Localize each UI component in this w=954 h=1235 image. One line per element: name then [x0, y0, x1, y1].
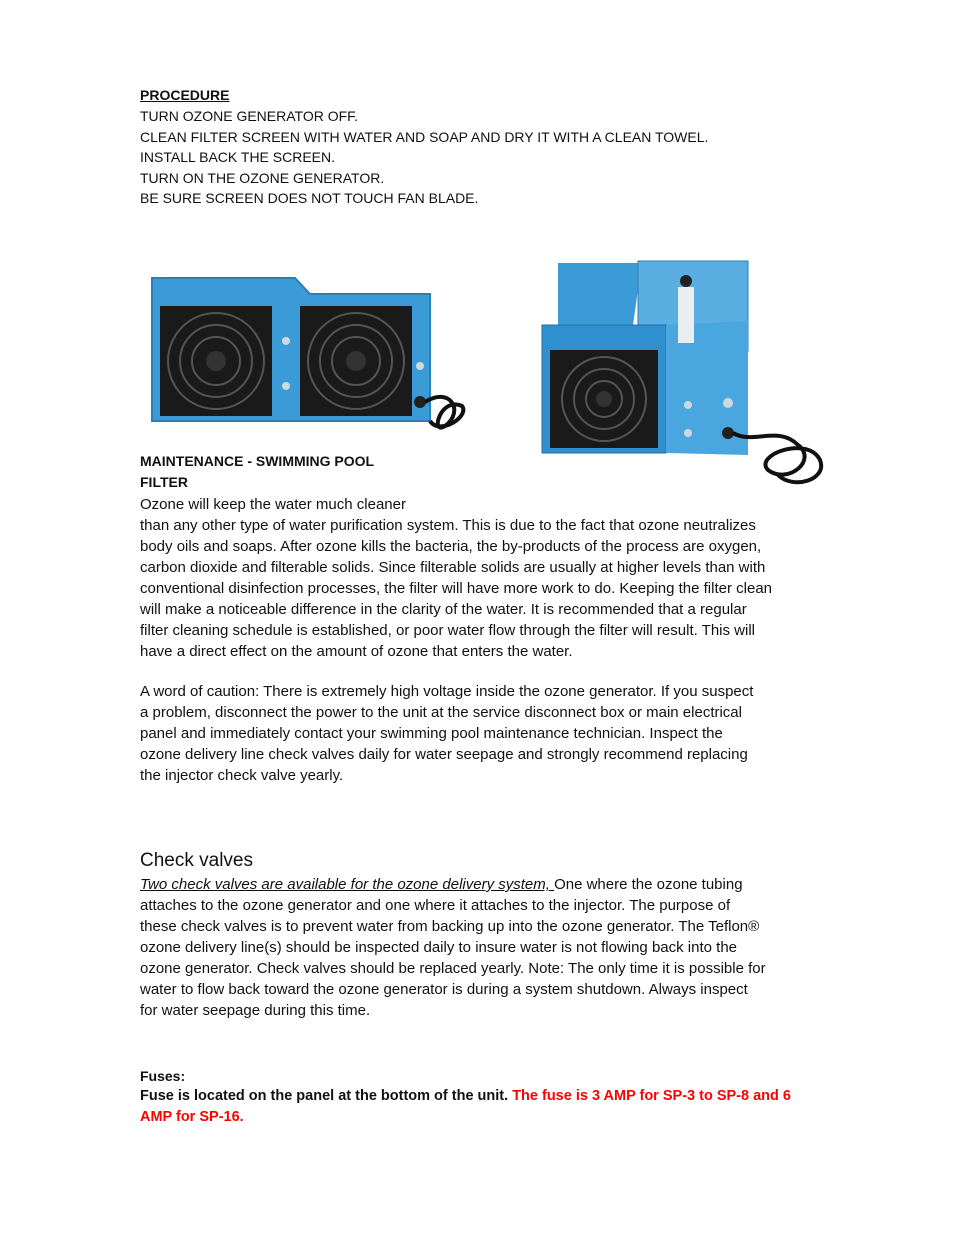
text-line: A word of caution: There is extremely high voltage inside the ozone generator. If you suspect	[140, 683, 754, 700]
check-valves-heading: Check valves	[140, 850, 253, 871]
text-line: ozone generator. Check valves should be replaced yearly. Note: The only time it is possible for	[140, 960, 766, 977]
maintenance-heading-line: MAINTENANCE - SWIMMING POOL	[140, 453, 375, 469]
text-line: carbon dioxide and filterable solids. Since filterable solids are usually at higher levels than with	[140, 559, 766, 576]
text-line	[140, 1086, 791, 1107]
text-line: conventional disinfection processes, the filter will have more work to do. Keeping the filter clean	[140, 580, 772, 597]
text-line: body oils and soaps. After ozone kills the bacteria, the by-products of the process are oxygen,	[140, 538, 762, 555]
procedure-step: INSTALL BACK THE SCREEN.	[140, 149, 336, 165]
maintenance-heading-line: FILTER	[140, 473, 188, 490]
fuse-rating-text: The fuse is 3 AMP for SP-3 to SP-8 and 6	[512, 1088, 791, 1104]
maintenance-heading	[140, 451, 374, 492]
procedure-step: BE SURE SCREEN DOES NOT TOUCH FAN BLADE.	[140, 190, 479, 206]
fuses-paragraph	[140, 1086, 791, 1128]
fuses-heading: Fuses:	[140, 1068, 186, 1084]
text-line: panel and immediately contact your swimming pool maintenance technician. Inspect the	[140, 725, 723, 742]
text-line: Ozone will keep the water much cleaner	[140, 496, 406, 513]
ozone-generator-dual-fan-photo	[140, 236, 470, 441]
check-valves-paragraph	[140, 874, 766, 1021]
text-line	[140, 874, 766, 895]
procedure-step: TURN ON THE OZONE GENERATOR.	[140, 169, 385, 186]
fuse-location-text: Fuse is located on the panel at the bottom of the unit.	[140, 1088, 513, 1104]
text-line: the injector check valve yearly.	[140, 767, 344, 784]
text-line: attaches to the ozone generator and one where it attaches to the injector. The purpose of	[140, 897, 731, 914]
maintenance-paragraph	[140, 494, 772, 662]
procedure-step: TURN OZONE GENERATOR OFF.	[140, 108, 359, 124]
text-line: water to flow back toward the ozone generator is during a system shutdown. Always inspect	[140, 981, 748, 998]
text-line: a problem, disconnect the power to the unit at the service disconnect box or main electrical	[140, 704, 742, 721]
fuse-rating-text: AMP for SP-16.	[140, 1109, 244, 1125]
text-line: ozone delivery line check valves daily for water seepage and strongly recommend replacing	[140, 746, 748, 763]
text-line: these check valves is to prevent water from backing up into the ozone generator. The Teflon®	[140, 918, 760, 935]
text-line: filter cleaning schedule is established, or poor water flow through the filter will result. This will	[140, 622, 756, 639]
text-line: have a direct effect on the amount of ozone that enters the water.	[140, 643, 573, 660]
caution-paragraph	[140, 681, 753, 786]
text-line: will make a noticeable difference in the clarity of the water. It is recommended that a regular	[140, 601, 747, 618]
procedure-step: CLEAN FILTER SCREEN WITH WATER AND SOAP AND DRY IT WITH A CLEAN TOWEL.	[140, 128, 709, 145]
check-valves-intro-italic: Two check valves are available for the ozone delivery system,	[140, 876, 555, 893]
ozone-generator-single-fan-photo	[538, 255, 830, 495]
text-line: ozone delivery line(s) should be inspected daily to insure water is not flowing back into the	[140, 939, 737, 956]
check-valves-intro-rest: One where the ozone tubing	[554, 876, 743, 893]
text-line: for water seepage during this time.	[140, 1002, 371, 1019]
procedure-heading: PROCEDURE	[140, 87, 230, 103]
procedure-list	[140, 106, 708, 209]
text-line: than any other type of water purification system. This is due to the fact that ozone neutralizes	[140, 517, 756, 534]
